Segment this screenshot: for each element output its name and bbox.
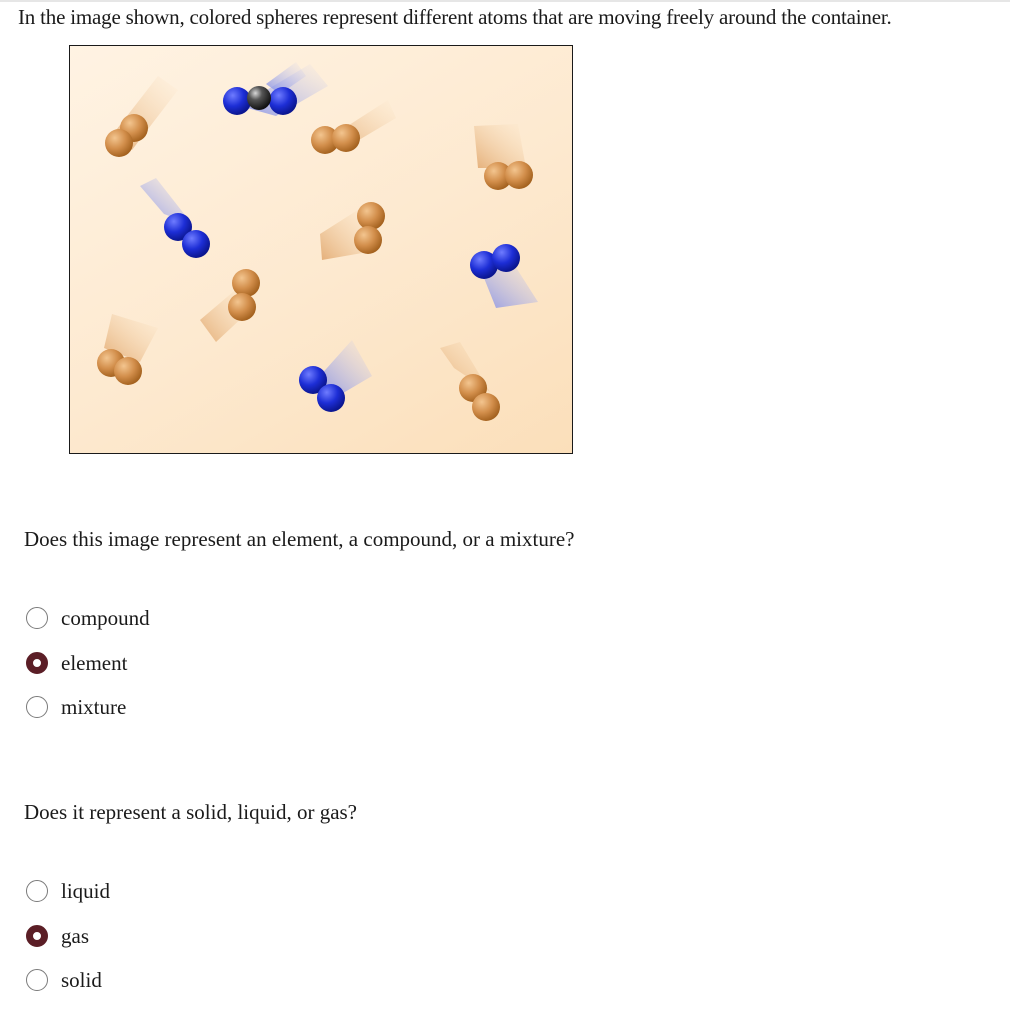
orange-molecule (105, 76, 178, 157)
option-mixture[interactable] (26, 693, 126, 721)
molecule-illustration (69, 45, 573, 454)
blue-molecule (299, 340, 372, 412)
orange-molecule (474, 124, 533, 190)
intro-text: In the image shown, colored spheres represent different atoms that are moving freely around the container. (18, 5, 892, 29)
option-solid[interactable] (26, 966, 102, 994)
orange-molecule (440, 342, 500, 421)
option-element[interactable] (26, 649, 127, 677)
orange-molecule (311, 100, 396, 154)
option-label: solid (61, 968, 102, 992)
radio-button-element[interactable] (26, 652, 48, 674)
radio-button-liquid[interactable] (26, 880, 48, 902)
blue-molecule (140, 178, 210, 258)
orange-molecule (97, 314, 158, 385)
molecule-canvas (70, 46, 572, 453)
orange-molecule (320, 202, 385, 260)
option-compound[interactable] (26, 604, 150, 632)
option-liquid[interactable] (26, 877, 110, 905)
blue-molecule (470, 244, 538, 308)
radio-button-mixture[interactable] (26, 696, 48, 718)
radio-button-compound[interactable] (26, 607, 48, 629)
blue-black-blue-molecule (223, 62, 328, 116)
option-label: compound (61, 606, 150, 630)
question-state: Does it represent a solid, liquid, or gas? (24, 800, 358, 824)
option-label: liquid (61, 879, 111, 903)
question-composition: Does this image represent an element, a compound, or a mixture? (24, 527, 575, 551)
radio-button-gas[interactable] (26, 925, 48, 947)
radio-button-solid[interactable] (26, 969, 48, 991)
option-label: mixture (61, 695, 127, 719)
option-label: gas (61, 924, 89, 948)
top-divider (0, 0, 1010, 2)
option-gas[interactable] (26, 922, 89, 950)
option-label: element (61, 651, 128, 675)
orange-molecule (200, 269, 260, 342)
